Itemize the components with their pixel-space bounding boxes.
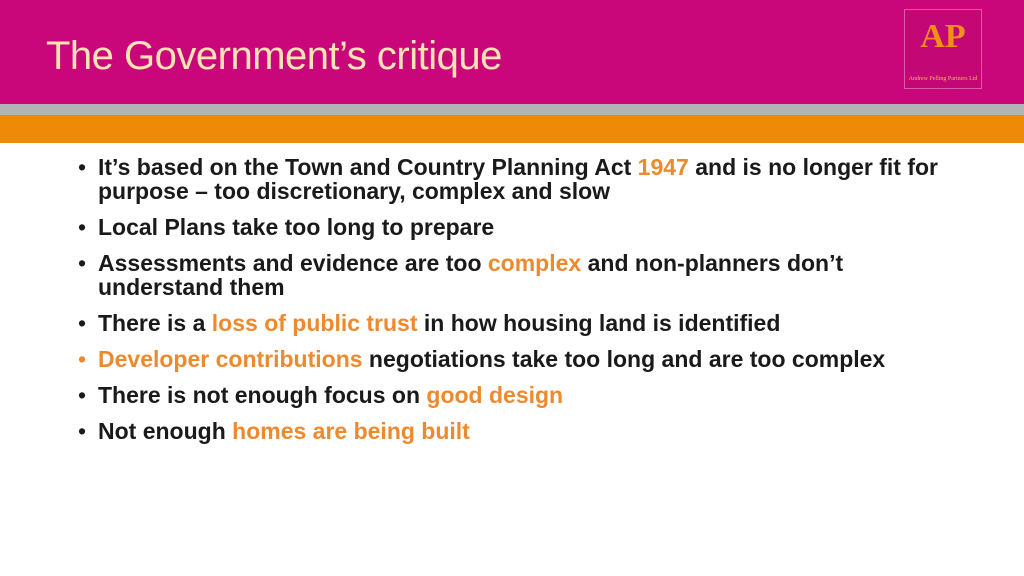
bullet-list <box>76 155 956 455</box>
bullet-item <box>76 383 956 407</box>
orange-divider-band <box>0 115 1024 143</box>
bullet-item <box>76 419 956 443</box>
bullet-text: 1947 <box>637 154 689 180</box>
bullet-text: homes are being built <box>232 418 470 444</box>
bullet-dot: • <box>78 418 87 444</box>
bullet-text: There is a <box>98 310 212 336</box>
gray-divider-band <box>0 104 1024 115</box>
bullet-dot: • <box>78 310 87 336</box>
bullet-text: It’s based on the Town and Country Planning Act <box>98 154 638 180</box>
bullet-item <box>76 251 956 299</box>
slide-title: The Government’s critique <box>46 34 502 78</box>
bullet-dot: • <box>78 346 87 372</box>
bullet-text: and is no longer fit for purpose – too discretionary, complex and slow <box>98 154 939 204</box>
bullet-text: Assessments and evidence are too <box>98 250 488 276</box>
bullet-item <box>76 347 956 371</box>
bullet-text: There is not enough focus on <box>98 382 427 408</box>
bullet-text: loss of public trust <box>211 310 418 336</box>
header-bar <box>0 0 1024 104</box>
bullet-text: good design <box>426 382 564 408</box>
bullet-text: negotiations take too long and are too complex <box>362 346 886 372</box>
bullet-item <box>76 215 956 239</box>
ap-logo <box>904 9 982 89</box>
bullet-text: and non-planners don’t understand them <box>98 250 844 300</box>
bullet-item <box>76 311 956 335</box>
logo-text: AP <box>920 18 966 55</box>
bullet-dot: • <box>78 214 87 240</box>
logo-subtext: Andrew Pelling Partners Ltd <box>908 76 978 82</box>
bullet-text: Not enough <box>98 418 233 444</box>
bullet-text: in how housing land is identified <box>417 310 781 336</box>
bullet-dot: • <box>78 382 87 408</box>
bullet-item <box>76 155 956 203</box>
bullet-dot: • <box>78 250 87 276</box>
bullet-text: Local Plans take too long to prepare <box>98 214 495 240</box>
bullet-text: complex <box>487 250 582 276</box>
bullet-text: Developer contributions <box>98 346 363 372</box>
bullet-dot: • <box>78 154 87 180</box>
